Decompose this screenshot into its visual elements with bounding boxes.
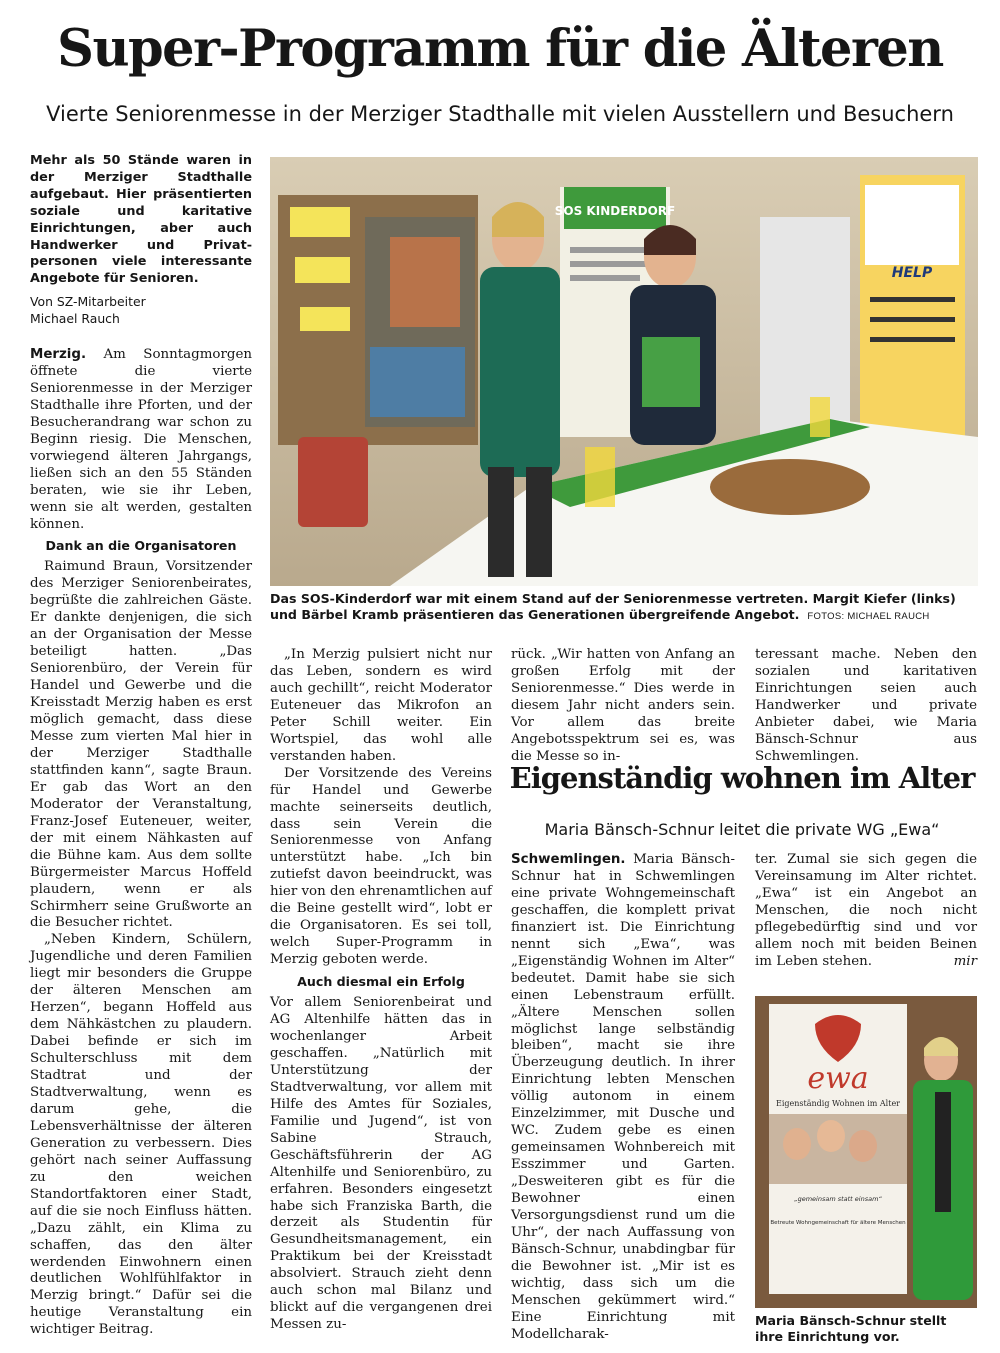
sos-banner-label: SOS KINDERDORF (554, 204, 676, 218)
article2-column-1 (511, 852, 735, 1344)
article-column-3 (511, 647, 735, 766)
photo-credit: FOTOS: MICHAEL RAUCH (807, 611, 930, 622)
article-column-1 (30, 347, 252, 1339)
ewa-logo-text: ewa (807, 1061, 869, 1096)
ewa-photo-image (755, 996, 977, 1308)
paragraph-text: Maria Bänsch-Schnur hat in Schwemlingen eine private Wohngemeinschaft geschaffen, die komplett privat finanziert ist. Die Einrichtung nennt sich „Ewa“, was „Eigenständig Wohnen im Alter“ bedeutet. Damit habe sie sich einen Lebenstraum erfüllt. „Ältere Menschen sollen möglichst lange selbständig bleiben“, macht sie ihre Überzeugung deutlich. In ihrer Einrichtung lebten Menschen völlig autonom in einem Einzelzimmer, mit Dusche und WC. Zudem gebe es einen gemeinsamen Wohnbereich mit Esszimmer und Garten. „Desweiteren gibt es für die Bewohner einen Versorgungsdienst rund um die Uhr“, der nach Auffassung von Bänsch-Schnur, unabdingbar für die Bewohner ist. „Mir ist es wichtig, dass sich um die Menschen gekümmert wird.“ Eine Einrichtung mit Modellcharak- (511, 852, 735, 1342)
caption-text: Das SOS-Kinderdorf war mit einem Stand auf der Seniorenmesse vertreten. Margit Kiefer (links) und Bärbel Kramb präsentieren das Generationen übergreifende Angebot. (270, 591, 956, 622)
article-paragraph: Der Vorsitzende des Vereins für Handel und Gewerbe machte seinerseits deutlich, dass sein Verein die Seniorenmesse von Anfang unterstützt habe. „Ich bin zutiefst davon beeindruckt, was hier von den ehrenamtlichen auf die Beine gestellt wird“, lobt er die Organisatoren. Es sei toll, welch Super-Programm in Merzig geboten werde. (270, 765, 492, 968)
article2-headline: Eigenständig wohnen im Alter (509, 761, 975, 795)
help-banner-label: HELP (891, 265, 933, 281)
headline: Super-Programm für die Älteren (57, 19, 943, 79)
article-paragraph (755, 852, 977, 971)
subheading: Dank an die Organisatoren (45, 538, 237, 554)
article-paragraph: „Neben Kindern, Schülern, Jugendliche und deren Familien liegt mir besonders die Gruppe der älteren Menschen am Herzen“, begann Hoffeld aus dem Nähkästchen zu plaudern. Dabei befinde er sich im Schulterschluss mit dem Stadtrat und der Stadtverwaltung, wenn es darum gehe, die Lebensverhältnisse der älteren Generation zu verbessern. Dies gehört nach seiner Auffassung zu den weichen Standortfaktoren einer Stadt, auf die sie noch Einfluss hätten. „Dazu zählt, ein Klima zu schaffen, das den älter werdenden Einwohnern einen deutlichen Wohlfühlfaktor in Merzig bringt.“ Dafür sei die heutige Veranstaltung ein wichtiger Beitrag. (30, 932, 252, 1338)
article-paragraph: rück. „Wir hatten von Anfang an großen Erfolg mit der Seniorenmesse.“ Dies werde in diesem Jahr nicht anders sein. Vor allem das breite Angebotsspektrum sei es, was die Messe so in- (511, 647, 735, 764)
byline (30, 294, 252, 327)
byline-line-1: Von SZ-Mitarbeiter (30, 294, 146, 309)
paragraph-text: ter. Zumal sie sich gegen die Vereinsamung im Alter richtet. „Ewa“ ist ein Angebot an Menschen, die noch nicht pflegebedürftig sind und vor allem noch mit beiden Beinen im Leben stehen. (755, 852, 977, 969)
article-column-4 (755, 647, 977, 766)
article-paragraph: Vor allem Seniorenbeirat und AG Altenhilfe hätten das in wochenlanger Arbeit geschaffen. „Natürlich mit Unterstützung der Stadtverwaltung, vor allem mit Hilfe des Amtes für Soziales, Familie und Jugend“, ist von Sabine Strauch, Geschäftsführerin der AG Altenhilfe und Seniorenbüro, zu erfahren. Besonders eingesetzt habe sich Franziska Barth, die derzeit als Studentin für Gesundheitsmanagement, ein Praktikum bei der Kreisstadt absolviert. Strauch zieht denn auch schon mal Bilanz und blickt auf die vergangenen drei Messen zu- (270, 995, 492, 1333)
article2-subheadline: Maria Bänsch-Schnur leitet die private WG „Ewa“ (544, 820, 940, 839)
ewa-banner-subtitle: Betreute Wohngemeinschaft für ältere Menschen (770, 1220, 906, 1226)
dateline: Merzig. (30, 347, 87, 362)
ewa-photo (755, 996, 977, 1308)
main-photo-caption (270, 591, 978, 625)
ewa-photo-caption: Maria Bänsch-Schnur stellt ihre Einrichtung vor. (755, 1313, 947, 1344)
article-paragraph: „In Merzig pulsiert nicht nur das Leben, sondern es wird auch gechillt“, reicht Moderator Euteneuer das Mikrofon an Peter Schill weiter. Ein Wortspiel, das wohl alle verstanden haben. (270, 647, 492, 764)
article-paragraph: teressant mache. Neben den sozialen und karitativen Einrichtungen seien auch Handwerker und private Anbieter dabei, wie Maria Bänsch-Schnur aus Schwemlingen. (755, 647, 977, 764)
article-column-2 (270, 647, 492, 1334)
byline-author: Michael Rauch (30, 310, 120, 326)
paragraph-text: Am Sonntagmorgen öffnete die vierte Seniorenmesse in der Merziger Stadthalle ihre Pforten, und der Besucherandrang war schon zu Beginn riesig. Die Menschen, vorwiegend älteren Jahrgangs, ließen sich an den 55 Ständen beraten, wie sie ihr Leben, wenn sie alt werden, gestalten können. (30, 347, 252, 532)
main-photo (270, 157, 978, 586)
main-photo-image (270, 157, 978, 586)
ewa-banner-slogan: „gemeinsam statt einsam“ (794, 1195, 882, 1203)
dateline: Schwemlingen. (511, 852, 626, 867)
author-signature: mir (953, 953, 977, 969)
article-paragraph (30, 347, 252, 533)
subheading: Auch diesmal ein Erfolg (297, 974, 465, 990)
article-intro: Mehr als 50 Stände waren in der Merziger Stadthalle aufgebaut. Hier präsentierten soziale und karitative Einrichtungen, aber auch Handwerker und Privatpersonen viele interessante Angebote für Senioren. (30, 153, 252, 287)
ewa-banner-tagline: Eigenständig Wohnen im Alter (775, 1099, 901, 1108)
article-paragraph (511, 852, 735, 1344)
subheadline: Vierte Seniorenmesse in der Merziger Stadthalle mit vielen Ausstellern und Besuchern (46, 102, 954, 126)
article2-column-2 (755, 852, 977, 971)
article-paragraph: Raimund Braun, Vorsitzender des Merziger Seniorenbeirates, begrüßte die zahlreichen Gäste. Er dankte denjenigen, die sich an der Organisation der Messe beteiligt hatten. „Das Seniorenbüro, der Verein für Handel und Gewerbe und die Kreisstadt Merzig haben es erst möglich gemacht, dass diese Messe zum vierten Mal hier in der Merziger Stadthalle stattfinden kann“, sagte Braun. Er gab das Wort an den Moderator der Veranstaltung, Franz-Josef Euteneuer, weiter, der mit einem Nähkasten auf die Bühne kam. Aus dem sollte Bürgermeister Marcus Hoffeld plaudern, wenn er als Schirmherr seine Grußworte an die Besucher richtet. (30, 559, 252, 931)
